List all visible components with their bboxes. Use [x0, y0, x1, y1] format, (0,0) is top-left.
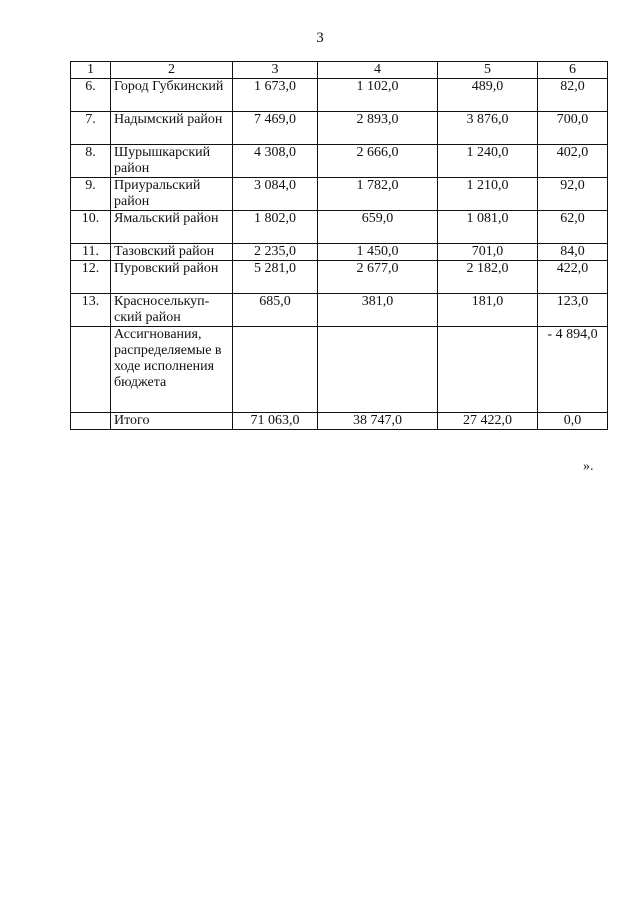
cell-col5: 1 240,0: [438, 145, 538, 178]
cell-col3: 3 084,0: [233, 178, 318, 211]
district-name: Пуровский район: [111, 261, 233, 294]
closing-quote-mark: ».: [583, 459, 594, 474]
row-number: [71, 327, 111, 413]
column-header: 6: [538, 62, 608, 79]
row-number: 7.: [71, 112, 111, 145]
cell-col3: 1 802,0: [233, 211, 318, 244]
page-number: 3: [316, 30, 324, 46]
cell-col3: 5 281,0: [233, 261, 318, 294]
district-name: Шурышкарский район: [111, 145, 233, 178]
table-row: [71, 413, 608, 430]
cell-col4: 2 893,0: [318, 112, 438, 145]
district-name: Итого: [111, 413, 233, 430]
table-row: [71, 244, 608, 261]
cell-col5: 1 210,0: [438, 178, 538, 211]
cell-col4: 1 782,0: [318, 178, 438, 211]
table-row: [71, 145, 608, 178]
district-name: Ассигнования, распределяемые в ходе исполнения бюджета: [111, 327, 233, 413]
cell-col4: 2 666,0: [318, 145, 438, 178]
column-header: 5: [438, 62, 538, 79]
cell-col3: 1 673,0: [233, 79, 318, 112]
district-name: Приуральский район: [111, 178, 233, 211]
cell-col5: 27 422,0: [438, 413, 538, 430]
cell-col6: 0,0: [538, 413, 608, 430]
table-row: [71, 261, 608, 294]
cell-col5: 2 182,0: [438, 261, 538, 294]
cell-col3: 71 063,0: [233, 413, 318, 430]
column-header: 1: [71, 62, 111, 79]
cell-col4: 381,0: [318, 294, 438, 327]
cell-col4: 2 677,0: [318, 261, 438, 294]
cell-col3: [233, 327, 318, 413]
cell-col6: 92,0: [538, 178, 608, 211]
row-number: 11.: [71, 244, 111, 261]
district-name: Город Губкинский: [111, 79, 233, 112]
district-name: Тазовский район: [111, 244, 233, 261]
cell-col6: 84,0: [538, 244, 608, 261]
row-number: [71, 413, 111, 430]
row-number: 10.: [71, 211, 111, 244]
column-header: 3: [233, 62, 318, 79]
cell-col3: 2 235,0: [233, 244, 318, 261]
cell-col6: 402,0: [538, 145, 608, 178]
table-row: [71, 294, 608, 327]
cell-col6: 123,0: [538, 294, 608, 327]
district-name: Ямальский район: [111, 211, 233, 244]
cell-col6: 82,0: [538, 79, 608, 112]
cell-col4: 659,0: [318, 211, 438, 244]
row-number: 12.: [71, 261, 111, 294]
cell-col4: [318, 327, 438, 413]
cell-col5: 1 081,0: [438, 211, 538, 244]
table-row: [71, 79, 608, 112]
cell-col5: 3 876,0: [438, 112, 538, 145]
cell-col6: 62,0: [538, 211, 608, 244]
district-name: Надымский район: [111, 112, 233, 145]
cell-col5: [438, 327, 538, 413]
cell-col6: 422,0: [538, 261, 608, 294]
cell-col5: 489,0: [438, 79, 538, 112]
cell-col4: 1 450,0: [318, 244, 438, 261]
column-header: 2: [111, 62, 233, 79]
row-number: 13.: [71, 294, 111, 327]
row-number: 8.: [71, 145, 111, 178]
table-row: [71, 178, 608, 211]
cell-col3: 7 469,0: [233, 112, 318, 145]
budget-table: [70, 61, 608, 430]
district-name: Красноселькуп-ский район: [111, 294, 233, 327]
cell-col6: - 4 894,0: [538, 327, 608, 413]
column-header: 4: [318, 62, 438, 79]
cell-col4: 38 747,0: [318, 413, 438, 430]
table-header-row: [71, 62, 608, 79]
row-number: 9.: [71, 178, 111, 211]
cell-col3: 4 308,0: [233, 145, 318, 178]
row-number: 6.: [71, 79, 111, 112]
table-row: [71, 327, 608, 413]
cell-col6: 700,0: [538, 112, 608, 145]
table-row: [71, 112, 608, 145]
cell-col5: 181,0: [438, 294, 538, 327]
cell-col5: 701,0: [438, 244, 538, 261]
cell-col4: 1 102,0: [318, 79, 438, 112]
table-row: [71, 211, 608, 244]
cell-col3: 685,0: [233, 294, 318, 327]
